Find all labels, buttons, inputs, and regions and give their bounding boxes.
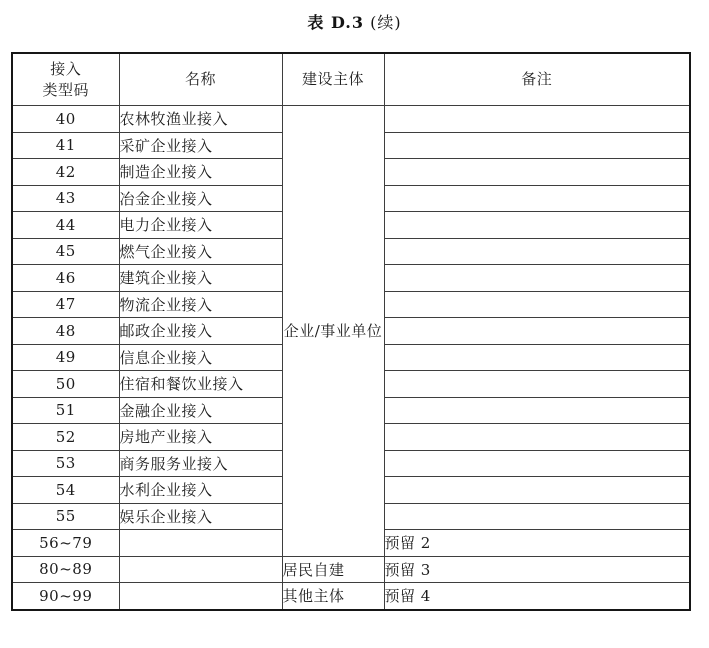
table-title-continued: (续) xyxy=(364,13,402,32)
cell-note xyxy=(384,424,690,451)
cell-name: 住宿和餐饮业接入 xyxy=(119,371,282,398)
cell-note: 预留 2 xyxy=(384,530,690,557)
cell-access-code: 42 xyxy=(12,159,119,186)
cell-name: 燃气企业接入 xyxy=(119,238,282,265)
cell-name: 金融企业接入 xyxy=(119,397,282,424)
cell-note xyxy=(384,344,690,371)
cell-name xyxy=(119,556,282,583)
cell-name: 水利企业接入 xyxy=(119,477,282,504)
cell-name: 房地产业接入 xyxy=(119,424,282,451)
cell-name xyxy=(119,530,282,557)
cell-access-code: 44 xyxy=(12,212,119,239)
cell-note: 预留 4 xyxy=(384,583,690,610)
cell-name: 建筑企业接入 xyxy=(119,265,282,292)
cell-note xyxy=(384,397,690,424)
header-cell-note: 备注 xyxy=(384,53,690,106)
cell-access-code: 53 xyxy=(12,450,119,477)
cell-access-code: 55 xyxy=(12,503,119,530)
cell-note xyxy=(384,238,690,265)
table-title-number: 表 D.3 xyxy=(307,13,364,32)
document-page xyxy=(0,13,709,648)
header-cell-access-code xyxy=(12,53,119,106)
cell-access-code: 49 xyxy=(12,344,119,371)
cell-access-code: 47 xyxy=(12,291,119,318)
cell-note xyxy=(384,450,690,477)
cell-note xyxy=(384,318,690,345)
cell-access-code: 56~79 xyxy=(12,530,119,557)
access-type-code-table xyxy=(11,52,691,611)
table-header xyxy=(12,53,690,106)
cell-name: 物流企业接入 xyxy=(119,291,282,318)
cell-note xyxy=(384,106,690,133)
cell-name: 娱乐企业接入 xyxy=(119,503,282,530)
cell-access-code: 43 xyxy=(12,185,119,212)
cell-name: 采矿企业接入 xyxy=(119,132,282,159)
table-row xyxy=(12,106,690,133)
cell-entity: 居民自建 xyxy=(282,556,384,583)
cell-name: 农林牧渔业接入 xyxy=(119,106,282,133)
table-title xyxy=(0,13,709,33)
cell-access-code: 80~89 xyxy=(12,556,119,583)
cell-name: 电力企业接入 xyxy=(119,212,282,239)
cell-note xyxy=(384,185,690,212)
cell-access-code: 40 xyxy=(12,106,119,133)
cell-note: 预留 3 xyxy=(384,556,690,583)
header-access-code-line1: 接入 xyxy=(50,59,82,78)
cell-name: 冶金企业接入 xyxy=(119,185,282,212)
table-row xyxy=(12,583,690,610)
cell-note xyxy=(384,132,690,159)
cell-note xyxy=(384,265,690,292)
cell-access-code: 41 xyxy=(12,132,119,159)
cell-access-code: 54 xyxy=(12,477,119,504)
cell-name: 商务服务业接入 xyxy=(119,450,282,477)
cell-access-code: 45 xyxy=(12,238,119,265)
cell-note xyxy=(384,371,690,398)
cell-note xyxy=(384,291,690,318)
header-cell-name: 名称 xyxy=(119,53,282,106)
header-access-code-line2: 类型码 xyxy=(42,80,89,99)
header-cell-entity: 建设主体 xyxy=(282,53,384,106)
cell-access-code: 48 xyxy=(12,318,119,345)
header-row xyxy=(12,53,690,106)
cell-access-code: 90~99 xyxy=(12,583,119,610)
table-body xyxy=(12,106,690,610)
cell-entity-merged: 企业/事业单位 xyxy=(282,106,384,557)
cell-note xyxy=(384,477,690,504)
cell-access-code: 51 xyxy=(12,397,119,424)
cell-note xyxy=(384,503,690,530)
cell-name: 信息企业接入 xyxy=(119,344,282,371)
cell-note xyxy=(384,212,690,239)
cell-entity: 其他主体 xyxy=(282,583,384,610)
cell-name: 邮政企业接入 xyxy=(119,318,282,345)
table-row xyxy=(12,556,690,583)
cell-access-code: 46 xyxy=(12,265,119,292)
cell-access-code: 52 xyxy=(12,424,119,451)
cell-name: 制造企业接入 xyxy=(119,159,282,186)
cell-note xyxy=(384,159,690,186)
cell-name xyxy=(119,583,282,610)
cell-access-code: 50 xyxy=(12,371,119,398)
